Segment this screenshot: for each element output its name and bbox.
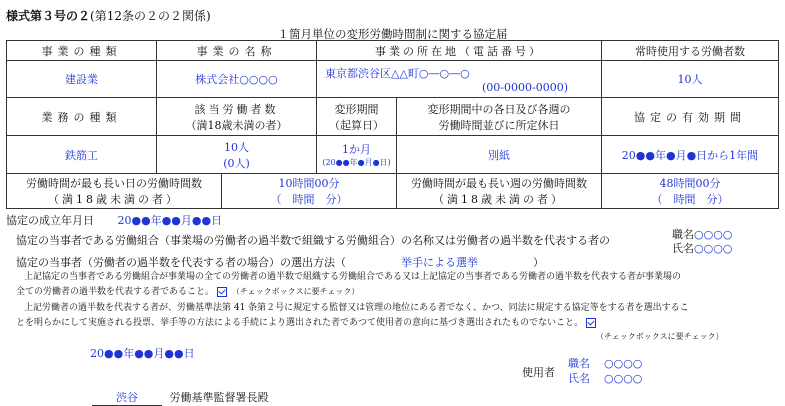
- agreement-table: [6, 40, 779, 209]
- header-business-type: 事業の種類: [7, 41, 157, 61]
- union-text: 協定の当事者である労働組合（事業場の労働者の過半数で組織する労働組合）の名称又は労働者の過半数を代表する者の: [16, 234, 610, 247]
- representative-name-label: 氏名: [672, 242, 694, 255]
- header-applicable-main: 該当労働者数: [194, 102, 279, 116]
- header-variable-sub: （起算日）: [329, 118, 384, 132]
- schedule-value[interactable]: 別紙: [397, 136, 602, 174]
- address-cell[interactable]: [317, 61, 602, 98]
- header-location: 事業の所在地（電話番号）: [317, 41, 602, 61]
- note1-line2: 全ての労働者の過半数を代表する者であること。: [16, 287, 215, 297]
- employer-title-label: 職名: [568, 357, 590, 370]
- header-schedule-line2: 労働時間並びに所定休日: [438, 118, 560, 132]
- selection-method-value[interactable]: 挙手による選挙: [401, 256, 478, 269]
- business-name-value[interactable]: 株式会社○○○○: [157, 61, 317, 98]
- representative-title-label: 職名: [672, 228, 694, 241]
- longest-day-cell[interactable]: [222, 174, 397, 209]
- employer-name-label: 氏名: [568, 372, 590, 385]
- address-value: 東京都渋谷区△△町○―○―○: [325, 66, 470, 80]
- office-prefix[interactable]: 渋谷: [92, 389, 162, 406]
- employer-name: [568, 370, 642, 386]
- office-row: [92, 389, 269, 406]
- header-longest-week-main: 労働時間が最も長い週の労働時間数: [411, 177, 587, 190]
- checkbox-note1[interactable]: [217, 287, 227, 297]
- header-job-type: 業務の種類: [7, 98, 157, 136]
- representative-name-value[interactable]: ○○○○: [694, 242, 733, 255]
- header-workers-count: 常時使用する労働者数: [602, 41, 779, 61]
- note2-line2-row: [16, 315, 596, 328]
- header-longest-day-sub: （満18歳未満の者）: [48, 193, 180, 206]
- header-schedule: [397, 98, 602, 136]
- agreement-date-row: [6, 212, 222, 228]
- job-type-value[interactable]: 鉄筋工: [7, 136, 157, 174]
- longest-week-minor: （ 時間 分）: [651, 193, 729, 206]
- variable-period-value: 1か月: [342, 143, 371, 156]
- header-longest-day: [7, 174, 222, 209]
- header-schedule-line1: 変形期間中の各日及び各週の: [427, 102, 571, 116]
- workers-count-value[interactable]: 10人: [602, 61, 779, 98]
- longest-week-value: 48時間00分: [659, 177, 721, 190]
- selection-row: [16, 254, 544, 270]
- representative-title-value[interactable]: ○○○○: [694, 228, 733, 241]
- note2-line2: とを明らかにして実施される投票、挙手等の方法による手続により選出された者であつて使用者の意向に基づき選出されたものでないこと。: [16, 318, 584, 328]
- selection-close: ）: [533, 256, 544, 269]
- header-applicable-workers: [157, 98, 317, 136]
- office-suffix: 労働基準監督署長殿: [169, 391, 269, 404]
- selection-label: 協定の当事者（労働者の過半数を代表する者の場合）の選出方法（: [16, 256, 346, 269]
- agreement-date-value[interactable]: 20●●年●●月●●日: [117, 214, 223, 227]
- business-type-value[interactable]: 建設業: [7, 61, 157, 98]
- header-variable-main: 変形期間: [334, 102, 379, 116]
- note2-line1: 上記労働者の過半数を代表する者が、労働基準法第 41 条第２号に規定する監督又は管理の地位にある者でなく、かつ、同法に規定する協定等をする者を選出するこ: [24, 303, 689, 313]
- longest-day-value: 10時間00分: [278, 177, 340, 190]
- applicable-workers-cell[interactable]: [157, 136, 317, 174]
- note1-line1: 上記協定の当事者である労働組合が事業場の全ての労働者の過半数で組織する労働組合である又は上記協定の当事者である労働者の過半数を代表する者が事業場の: [24, 272, 682, 282]
- header-longest-week-sub: （満18歳未満の者）: [433, 193, 565, 206]
- note1-line2-row: [16, 284, 359, 297]
- form-code: [6, 7, 211, 24]
- checkbox-note2[interactable]: [586, 318, 596, 328]
- checkbox-note2-hint: （チェックボックスに要チェック）: [596, 332, 724, 341]
- applicable-minors-value: (0人): [223, 156, 250, 170]
- longest-week-cell[interactable]: [602, 174, 779, 209]
- checkbox-note1-hint: （チェックボックスに要チェック）: [231, 287, 360, 296]
- variable-period-cell[interactable]: [317, 136, 397, 174]
- applicable-workers-value: 10人: [224, 140, 249, 154]
- header-longest-day-main: 労働時間が最も長い日の労働時間数: [26, 177, 202, 190]
- employer-title: [568, 355, 642, 371]
- longest-day-minor: （ 時間 分）: [270, 193, 348, 206]
- employer-name-value[interactable]: ○○○○: [604, 372, 643, 385]
- validity-value[interactable]: 20●●年●月●日から1年間: [602, 136, 779, 174]
- header-validity: 協定の有効期間: [602, 98, 779, 136]
- phone-value: (00-0000-0000): [481, 80, 568, 94]
- header-longest-week: [397, 174, 602, 209]
- header-business-name: 事業の名称: [157, 41, 317, 61]
- form-code-main: 様式第３号の２: [6, 9, 91, 23]
- form-ref: (第12条の２の２関係): [90, 9, 211, 23]
- header-variable-period: [317, 98, 397, 136]
- header-applicable-sub: （満18歳未満の者）: [185, 118, 288, 132]
- representative-name: [672, 240, 732, 256]
- employer-label: 使用者: [522, 366, 555, 379]
- document-title: １箇月単位の変形労働時間制に関する協定届: [277, 27, 508, 41]
- agreement-date-label: 協定の成立年月日: [6, 214, 94, 227]
- start-date-value: (20●●年●月●日): [322, 158, 391, 167]
- filing-date[interactable]: 20●●年●●月●●日: [90, 347, 195, 360]
- employer-title-value[interactable]: ○○○○: [604, 357, 643, 370]
